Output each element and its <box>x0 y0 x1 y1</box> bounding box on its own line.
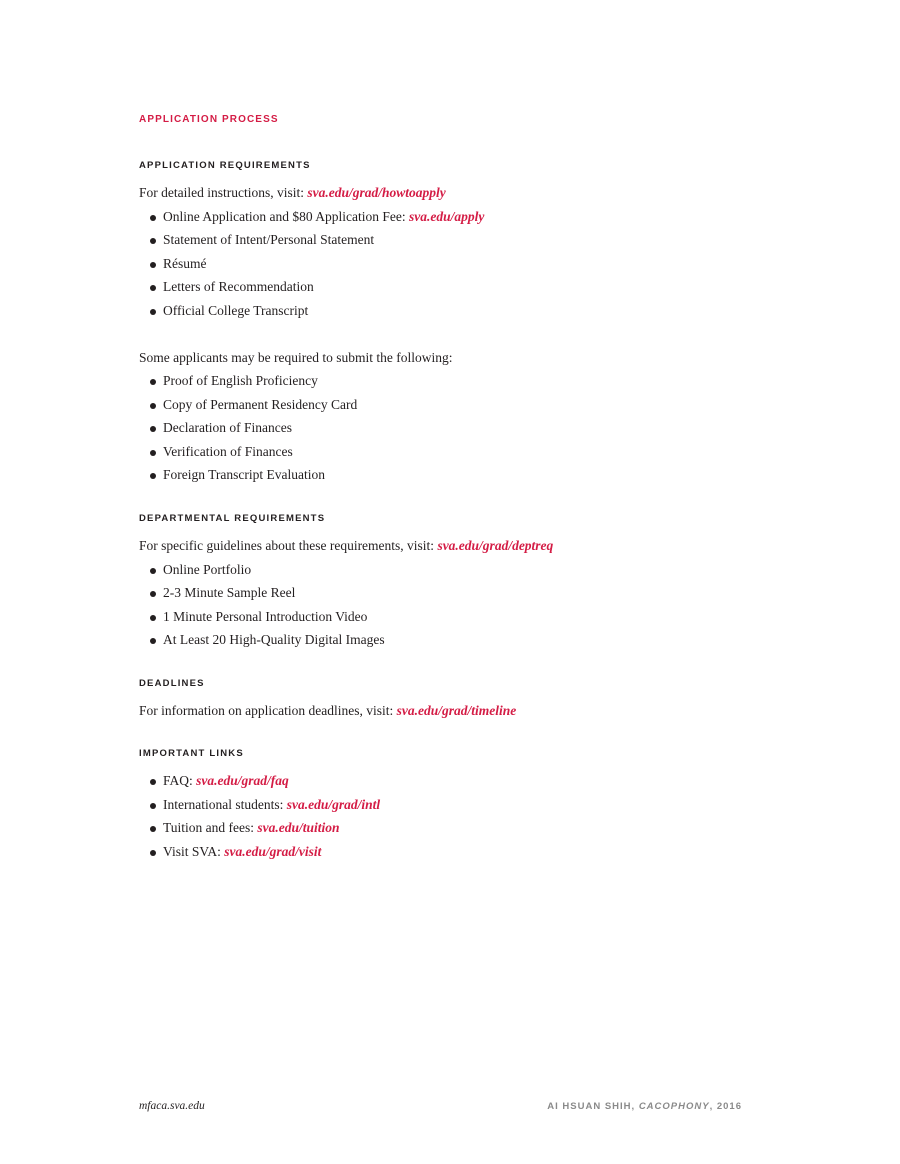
howtoapply-link[interactable]: sva.edu/grad/howtoapply <box>307 185 446 200</box>
section-intro <box>139 699 779 723</box>
list-item: Foreign Transcript Evaluation <box>139 463 779 487</box>
optional-intro: Some applicants may be required to submit the following: <box>139 349 453 365</box>
list-item-text: Résumé <box>163 255 207 271</box>
important-links-section <box>139 747 779 863</box>
list-item <box>139 252 779 276</box>
credit-name: AI HSUAN SHIH, <box>547 1101 639 1112</box>
application-requirements-section <box>139 159 779 487</box>
list-item: Online Portfolio <box>139 558 779 582</box>
section-heading: DEPARTMENTAL REQUIREMENTS <box>139 513 326 524</box>
tuition-link[interactable]: sva.edu/tuition <box>257 820 340 835</box>
departmental-list <box>139 558 779 652</box>
list-item: Verification of Finances <box>139 440 779 464</box>
faq-link[interactable]: sva.edu/grad/faq <box>196 773 289 788</box>
list-item: Copy of Permanent Residency Card <box>139 393 779 417</box>
intl-link[interactable]: sva.edu/grad/intl <box>286 796 381 812</box>
list-item: Declaration of Finances <box>139 416 779 440</box>
footer-credit <box>547 1101 742 1112</box>
list-item <box>139 793 779 817</box>
section-intro <box>139 181 779 205</box>
section-heading: APPLICATION REQUIREMENTS <box>139 160 311 171</box>
list-item-text: Statement of Intent/Personal Statement <box>163 232 375 247</box>
page-kicker: APPLICATION PROCESS <box>139 114 279 125</box>
intro-text: For information on application deadlines, visit: <box>139 703 397 718</box>
list-item-text: Visit SVA: <box>163 843 225 859</box>
list-item-text: Official College Transcript <box>163 302 309 318</box>
timeline-link[interactable]: sva.edu/grad/timeline <box>396 703 517 718</box>
list-item: At Least 20 High-Quality Digital Images <box>139 628 779 652</box>
deadlines-section <box>139 677 779 723</box>
intro-text: For detailed instructions, visit: <box>139 185 308 200</box>
list-item-text: Letters of Recommendation <box>163 279 314 294</box>
section-heading: IMPORTANT LINKS <box>139 748 244 759</box>
intro-text: For specific guidelines about these requirements, visit: <box>139 538 438 553</box>
list-item <box>139 299 779 323</box>
apply-link[interactable]: sva.edu/apply <box>408 208 485 224</box>
list-item <box>139 816 779 840</box>
list-item <box>139 769 779 793</box>
list-item <box>139 228 779 252</box>
credit-title: CACOPHONY <box>638 1101 710 1112</box>
section-heading: DEADLINES <box>139 678 205 689</box>
important-links-list <box>139 769 779 863</box>
list-item-text: FAQ: <box>163 773 197 788</box>
requirements-list <box>139 205 779 323</box>
list-item <box>139 205 779 229</box>
list-item <box>139 275 779 299</box>
list-item-text: International students: <box>163 796 287 812</box>
section-intro <box>139 534 779 558</box>
list-item-text: Tuition and fees: <box>163 820 258 835</box>
departmental-requirements-section <box>139 512 779 652</box>
list-item: 1 Minute Personal Introduction Video <box>139 605 779 629</box>
list-item-text: Online Application and $80 Application Fee: <box>163 208 409 224</box>
optional-requirements-list <box>139 369 779 487</box>
list-item <box>139 840 779 864</box>
footer-website: mfaca.sva.edu <box>139 1100 205 1112</box>
deptreq-link[interactable]: sva.edu/grad/deptreq <box>437 538 554 553</box>
visit-link[interactable]: sva.edu/grad/visit <box>224 843 322 859</box>
credit-year: , 2016 <box>709 1101 742 1112</box>
list-item: 2-3 Minute Sample Reel <box>139 581 779 605</box>
list-item: Proof of English Proficiency <box>139 369 779 393</box>
